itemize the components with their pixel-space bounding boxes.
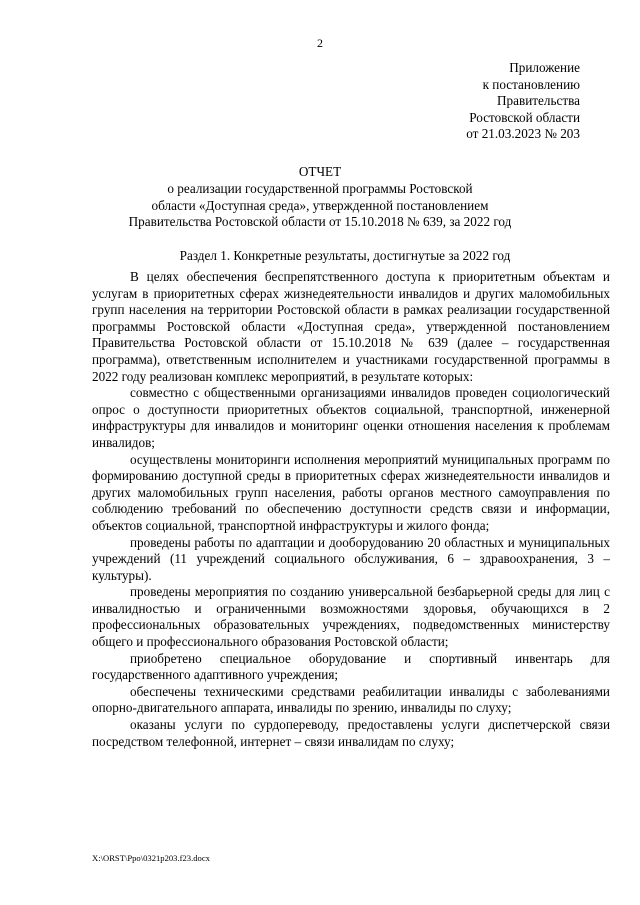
footer-file-path: X:\ORST\Ppo\0321p203.f23.docx bbox=[92, 853, 210, 863]
appendix-line: к постановлению bbox=[482, 76, 580, 92]
paragraph: осуществлены мониторинги исполнения мероприятий муниципальных программ по формированию доступной среды в приоритетных сферах жизнедеятельности инвалидов и других маломобильных групп населения, работы органов местного самоуправления по соблюдению требований по обеспечению доступности средств связи и информации, объектов социальной, транспортной инфраструктуры и жилого фонда; bbox=[92, 451, 610, 533]
paragraph: обеспечены техническими средствами реабилитации инвалиды с заболеваниями опорно-двигательного аппарата, инвалиды по зрению, инвалиды по слуху; bbox=[92, 683, 610, 716]
page-number: 2 bbox=[317, 36, 323, 50]
report-subtitle bbox=[0, 181, 640, 231]
paragraph: приобретено специальное оборудование и спортивный инвентарь для государственного адаптивного учреждения; bbox=[92, 650, 610, 683]
appendix-line: Правительства bbox=[497, 93, 580, 109]
report-subtitle-line: Правительства Ростовской области от 15.10.2018 № 639, за 2022 год bbox=[128, 214, 512, 230]
paragraph: совместно с общественными организациями инвалидов проведен социологический опрос о доступности приоритетных объектов социальной, транспортной, инженерной инфраструктуры для инвалидов и мониторинг оценки отношения населения к проблемам инвалидов; bbox=[92, 385, 610, 450]
paragraph: В целях обеспечения беспрепятственного доступа к приоритетным объектам и услугам в приоритетных сферах жизнедеятельности инвалидов и других маломобильных групп населения на территории Ростовской области в рамках реализации государственной программы Ростовской области «Доступная среда», утвержденной постановлением Правительства Ростовской области от 15.10.2018 № 639 (далее – государственная программа), ответственным исполнителем и участниками государственной программы в 2022 году реализован комплекс мероприятий, в результате которых: bbox=[92, 269, 610, 384]
appendix-line: Приложение bbox=[509, 60, 580, 75]
body-text bbox=[92, 269, 610, 750]
appendix-block bbox=[440, 60, 580, 143]
report-title: ОТЧЕТ bbox=[298, 164, 342, 179]
paragraph: оказаны услуги по сурдопереводу, предоставлены услуги диспетчерской связи посредством телефонной, интернет – связи инвалидам по слуху; bbox=[92, 717, 610, 749]
report-subtitle-line: о реализации государственной программы Ростовской bbox=[167, 181, 473, 196]
report-subtitle-line: области «Доступная среда», утвержденной постановлением bbox=[151, 197, 489, 213]
paragraph: проведены работы по адаптации и дооборудованию 20 областных и муниципальных учреждений (11 учреждений социального обслуживания, 6 – здравоохранения, 3 – культуры). bbox=[92, 534, 610, 583]
appendix-line: от 21.03.2023 № 203 bbox=[466, 126, 580, 142]
paragraph: проведены мероприятия по созданию универсальной безбарьерной среды для лиц с инвалидностью и ограниченными возможностями здоровья, обучающихся в 2 профессиональных образовательных учреждениях, подведомственных министерству общего и профессионального образования Ростовской области; bbox=[92, 584, 610, 650]
appendix-line: Ростовской области bbox=[469, 109, 580, 125]
section-heading: Раздел 1. Конкретные результаты, достигнутые за 2022 год bbox=[179, 248, 511, 263]
